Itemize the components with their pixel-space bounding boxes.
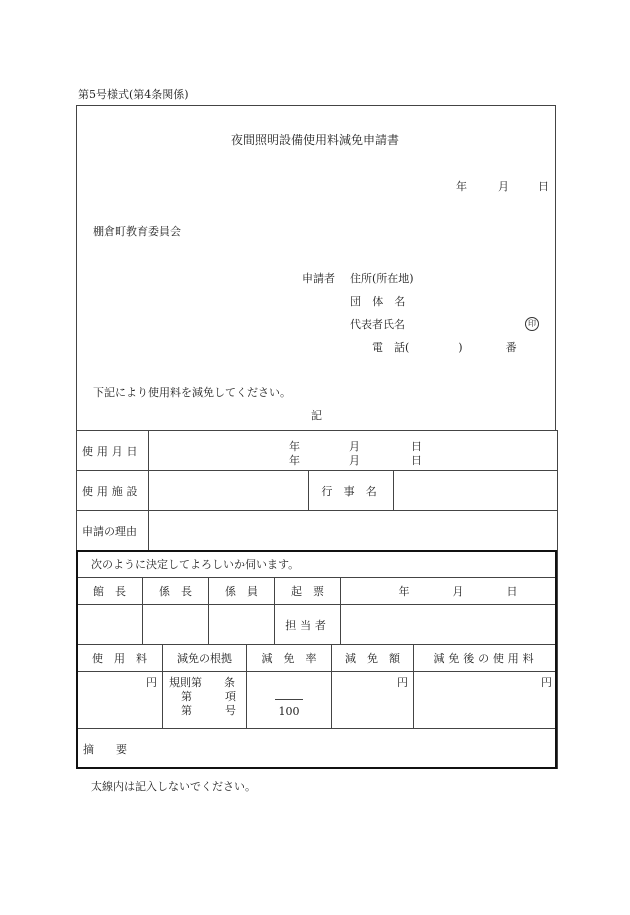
remarks-label: 摘 要 xyxy=(83,742,127,756)
fee-table xyxy=(76,644,558,769)
remarks-field[interactable] xyxy=(77,729,558,769)
year-label: 年 xyxy=(456,180,467,193)
use-year-2: 年 xyxy=(289,453,300,467)
rate-field[interactable] xyxy=(247,672,332,729)
basis-header: 減免の根拠 xyxy=(163,645,247,672)
basis-field[interactable] xyxy=(163,672,247,729)
use-month-1: 月 xyxy=(349,439,360,453)
approval-day: 日 xyxy=(506,585,518,598)
day-label: 日 xyxy=(538,180,549,193)
request-text: 下記により使用料を減免してください。 xyxy=(93,386,291,399)
use-day-1: 日 xyxy=(411,439,422,453)
event-label: 行 事 名 xyxy=(309,471,394,511)
reason-field[interactable] xyxy=(149,511,558,551)
group-name-field[interactable]: 団 体 名 xyxy=(350,295,410,308)
after-fee-field[interactable] xyxy=(414,672,558,729)
kancho-stamp-box[interactable] xyxy=(77,605,143,645)
approval-year: 年 xyxy=(398,585,410,598)
use-day-2: 日 xyxy=(411,453,422,467)
fee-yen: 円 xyxy=(146,676,157,689)
approval-month: 月 xyxy=(452,585,464,598)
kakaricho-label: 係 長 xyxy=(143,578,209,605)
event-field[interactable] xyxy=(394,471,558,511)
kancho-label: 館 長 xyxy=(77,578,143,605)
month-label: 月 xyxy=(498,180,509,193)
rate-denominator: 100 xyxy=(278,705,300,718)
kian-label: 起 票 xyxy=(275,578,341,605)
use-month-2: 月 xyxy=(349,453,360,467)
form-title: 夜間照明設備使用料減免申請書 xyxy=(231,133,400,147)
facility-field[interactable] xyxy=(149,471,309,511)
rate-header: 減 免 率 xyxy=(247,645,332,672)
tantousha-label: 担当者 xyxy=(275,605,341,645)
item-label: 第 号 xyxy=(181,704,236,717)
kakariin-stamp-box[interactable] xyxy=(209,605,275,645)
kakaricho-stamp-box[interactable] xyxy=(143,605,209,645)
rule-article: 規則第 条 xyxy=(169,676,235,689)
amount-yen: 円 xyxy=(397,676,408,689)
footer-note: 太線内は記入しないでください。 xyxy=(91,780,256,793)
clause-label: 第 項 xyxy=(181,690,236,703)
application-frame xyxy=(76,105,556,430)
reason-label: 申請の理由 xyxy=(77,511,149,551)
address-field[interactable]: 住所(所在地) xyxy=(350,272,414,285)
ki-label: 記 xyxy=(311,409,322,422)
addressee: 棚倉町教育委員会 xyxy=(93,225,181,238)
fee-header: 使 用 料 xyxy=(77,645,163,672)
approval-date[interactable] xyxy=(341,578,558,605)
applicant-label: 申請者 xyxy=(302,272,335,285)
after-fee-header: 減免後の使用料 xyxy=(414,645,558,672)
use-year-1: 年 xyxy=(289,439,300,453)
tantousha-field[interactable] xyxy=(341,605,558,645)
after-fee-yen: 円 xyxy=(541,676,552,689)
seal-mark: 印 xyxy=(525,316,539,331)
approval-intro: 次のように決定してよろしいか伺います。 xyxy=(77,551,558,578)
approval-table xyxy=(76,550,558,645)
phone-label: 電 話( xyxy=(372,341,410,354)
use-date-label: 使用月日 xyxy=(77,431,149,471)
kakariin-label: 係 員 xyxy=(209,578,275,605)
fee-field[interactable] xyxy=(77,672,163,729)
amount-header: 減 免 額 xyxy=(332,645,414,672)
phone-field[interactable] xyxy=(372,339,517,355)
facility-label: 使用施設 xyxy=(77,471,149,511)
usage-table xyxy=(76,430,558,551)
use-date-field[interactable] xyxy=(149,431,558,471)
representative-field[interactable]: 代表者氏名 xyxy=(350,318,405,331)
amount-field[interactable] xyxy=(332,672,414,729)
phone-number-label: 番 xyxy=(505,341,517,354)
phone-close: ) xyxy=(458,341,463,354)
form-number: 第5号様式(第4条関係) xyxy=(78,88,189,101)
application-date[interactable] xyxy=(456,178,549,194)
